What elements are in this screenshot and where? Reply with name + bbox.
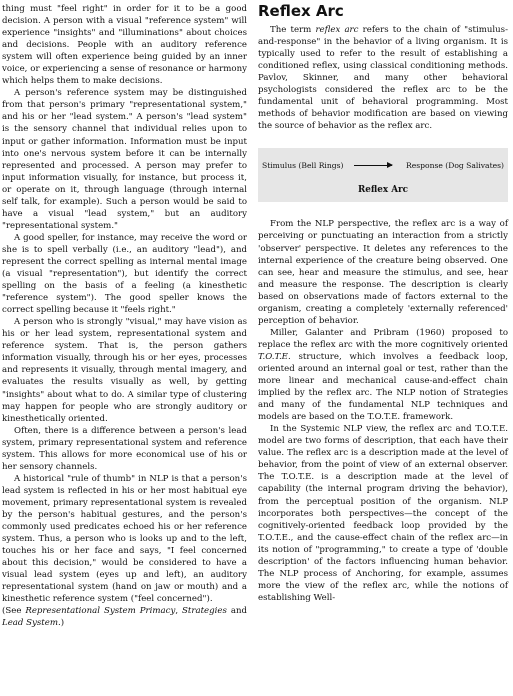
figure-response-label: Response (Dog Salivates) xyxy=(406,161,504,171)
figure-caption: Reflex Arc xyxy=(357,185,409,196)
left-paragraph-1: thing must "feel right" in order for it to be a good decision. A person with a visual "reference system" will experience "insights" and "illuminations" about choices and decisions. People with an auditory reference system will often experience being guided by an inner voice, or experiencing a sense of resonance or harmony which helps them to make decisions. xyxy=(2,4,247,87)
see-prefix: (See xyxy=(2,606,26,617)
see-ref-representational-system-primacy: Representational System Primacy xyxy=(25,606,176,617)
left-paragraph-3: A good speller, for instance, may receive the word or she is to spell verbally (i.e., an auditory "lead"), and represent the correct spelling as internal mental image (a visual "representation"), but identify the correct spelling on the basis of a feeling (a kinesthetic "reference system"). The good speller knows the correct spelling because it "feels right." xyxy=(2,232,247,316)
reflex-arc-figure xyxy=(258,148,508,202)
arrow-right-icon xyxy=(354,165,392,166)
right-paragraph-2: From the NLP perspective, the reflex arc is a way of perceiving or punctuating an interaction from a strictly 'observer' perspective. It deletes any references to the internal experience of the creature being observed. One can see, hear and measure the stimulus, and see, hear and measure the response. The description is clearly based on observations made of factors external to the organism, creating a completely 'externally referenced' perception of behavior. xyxy=(258,219,508,326)
term-tote: T.O.T.E. xyxy=(258,351,291,362)
intro-text-start: The term xyxy=(270,25,316,35)
left-paragraph-5: Often, there is a difference between a person's lead system, primary representational system and reference system. This allows for more economical use of his or her sensory channels. xyxy=(2,425,247,472)
see-suffix: .) xyxy=(58,618,65,629)
see-ref-lead-system: Lead System xyxy=(2,618,58,629)
left-paragraph-4: A person who is strongly "visual," may have vision as his or her lead system, representational system and reference system. That is, the person gathers information visually, through his or her eyes, processes and represents it visually, through mental imagery, and evaluates the results visually as well, by getting "insights" about what to do. A similar type of clustering may happen for people who are strongly auditory or kinesthetically oriented. xyxy=(2,317,247,424)
right-column xyxy=(258,3,508,604)
paragraph-3-start: Miller, Galanter and Pribram (1960) proposed to replace the reflex arc with the more cognitively oriented xyxy=(258,327,508,350)
figure-stimulus-label: Stimulus (Bell Rings) xyxy=(262,161,344,171)
intro-text-end: refers to the chain of "stimulus-and-response" in the behavior of a living organism. It is typically used to refer to the result of establishing a conditioned reflex, using classical conditioning methods. Pavlov, Skinner, and many other behavioral psychologists considered the reflex arc to be the fundamental unit of behavioral programming. Most methods of behavior modification are based on viewing the source of behavior as the reflex arc. xyxy=(258,25,508,132)
left-column xyxy=(2,3,247,629)
left-paragraph-2: A person's reference system may be distinguished from that person's primary "representational system," and his or her "lead system." A person's "lead system" is the sensory channel that individual relies upon to input or gather information. Information must be input into one's nervous system before it can be internally represented and processed. A person may prefer to input information visually, for instance, but process it, or operate on it, through language (through internal self talk, for example). Such a person would be said to have a visual "lead system," but an auditory "representational system." xyxy=(2,88,247,231)
see-separator: , xyxy=(175,606,183,617)
paragraph-3-end: structure, which involves a feedback loop, oriented around an internal goal or test, rather than the more linear and mechanical cause-and-effect chain implied by the reflex arc. The NLP notion of Strategies and many of the fundamental NLP techniques and models are based on the T.O.T.E. framework. xyxy=(258,351,508,423)
right-paragraph-3 xyxy=(258,327,508,423)
section-title: Reflex Arc xyxy=(258,2,344,20)
term-reflex-arc: reflex arc xyxy=(315,25,359,35)
see-separator: and xyxy=(226,606,247,617)
see-ref-strategies: Strategies xyxy=(182,606,227,617)
right-paragraph-4: In the Systemic NLP view, the reflex arc and T.O.T.E. model are two forms of description, that each have their value. The reflex arc is a description made at the level of behavior, from the point of view of an external observer. The T.O.T.E. is a description made at the level of capability (the internal program driving the behavior), from the perceptual position of the organism. NLP incorporates both perspectives—the concept of the cognitively-oriented feedback loop provided by the T.O.T.E., and the cause-effect chain of the reflex arc—in its notion of "programming," to create a type of 'double description' of the factors influencing human behavior. The NLP process of Anchoring, for example, assumes more the view of the reflex arc, while the notions of establishing Well- xyxy=(258,424,508,603)
intro-paragraph xyxy=(258,24,508,132)
left-paragraph-6: A historical "rule of thumb" in NLP is that a person's lead system is reflected in his or her most habitual eye movement, primary representational system is revealed by the person's habitual gestures, and the person's commonly used predicates echoed his or her reference system. Thus, a person who is looks up and to the left, touches his or her face and says, "I feel concerned about this decision," would be considered to have a visual lead system (eyes up and left), an auditory representational system (hand on jaw or mouth) and a kinesthetic reference system ("feel concerned"). xyxy=(2,473,247,605)
see-also-references xyxy=(2,605,247,629)
